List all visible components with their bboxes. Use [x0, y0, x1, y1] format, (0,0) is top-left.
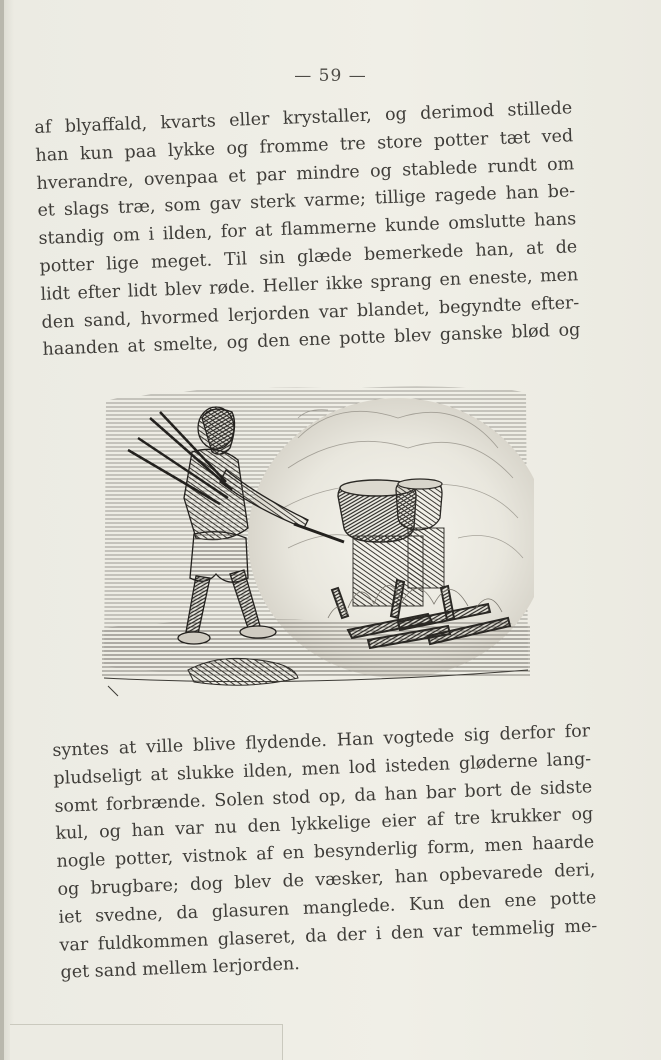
text-line: get sand mellem lerjorden.	[60, 954, 301, 984]
text-line: lidt efter lidt blev røde. Heller ikke sprang en eneste, men	[40, 264, 579, 305]
text-line: haanden at smelte, og den ene potte blev ganske blød og	[42, 320, 581, 361]
text-line: den sand, hvormed lerjorden var blandet, begyndte efter-	[41, 292, 580, 333]
paragraph-bottom	[52, 718, 599, 988]
page-number: — 59 —	[294, 66, 367, 86]
text-line: han kun paa lykke og fromme tre store potter tæt ved	[35, 126, 574, 166]
paragraph-top	[34, 95, 581, 365]
engraving-illustration	[98, 378, 534, 708]
text-line: af blyaffald, kvarts eller krystaller, og derimod stillede	[34, 98, 573, 138]
page-edge	[0, 0, 4, 1060]
text-line: og brugbare; dog blev de væsker, han opbevarede deri,	[57, 860, 596, 900]
text-line: hverandre, ovenpaa et par mindre og stablede rundt om	[36, 153, 575, 194]
text-line: nogle potter, vistnok af en besynderlig form, men haarde	[56, 832, 595, 873]
text-line: potter lige meget. Til sin glæde bemerkede han, at de	[39, 237, 578, 277]
text-line: et slags træ, som gav sterk varme; tillige ragede han be-	[37, 181, 576, 222]
text-line: iet svedne, da glasuren manglede. Kun den ene potte	[58, 887, 597, 928]
page-bottom-strip	[10, 1024, 283, 1060]
text-line: somt forbrænde. Solen stod op, da han bar bort de sidste	[54, 776, 593, 817]
engraving-man-firing-pots-icon	[98, 378, 534, 708]
text-line: kul, og han var nu den lykkelige eier af tre krukker og	[55, 804, 594, 845]
text-line: syntes at ville blive flydende. Han vogtede sig derfor for	[52, 721, 591, 761]
text-line: var fuldkommen glaseret, da der i den var temmelig me-	[59, 915, 598, 956]
text-line: pludseligt at slukke ilden, men lod isteden gløderne lang-	[53, 749, 592, 789]
text-line: standig om i ilden, for at flammerne kunde omslutte hans	[38, 209, 577, 250]
